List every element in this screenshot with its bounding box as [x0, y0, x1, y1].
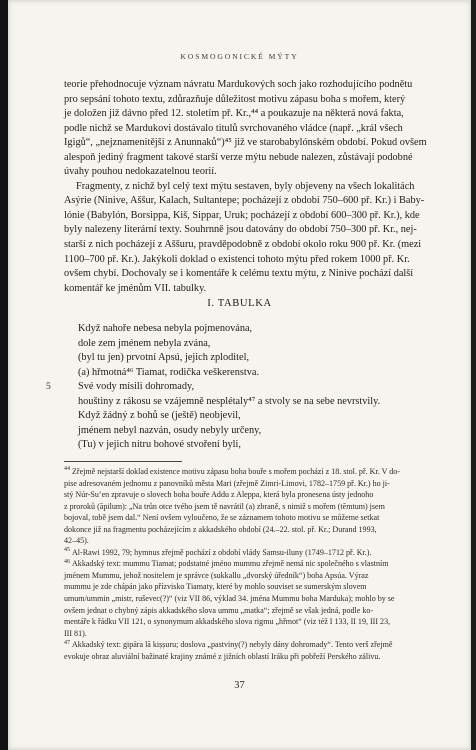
- text-line: alespoň jediný fragment takové starší verze mýtu nebude nalezen, zůstávají podobné: [64, 151, 413, 163]
- verse-text: dole zem jménem nebyla zvána,: [78, 337, 211, 349]
- verse-text: (Tu) v jejich nitru bohové stvoření byli,: [78, 439, 241, 451]
- verse-line: [78, 366, 438, 381]
- footnote-number: 46: [64, 558, 70, 565]
- section-heading: I. TABULKA: [207, 298, 272, 309]
- verse-line: [78, 351, 438, 366]
- text-line: je doložen již dávno před 12. stoletím př. Kr.,⁴⁴ a poukazuje na některá nová fakta,: [64, 108, 404, 120]
- footnote-line: pise adresovaném jednomu z panovníků města Mari (zřejmě Zimri-Limovi, 1782–1759 př. Kr.) ho ji-: [64, 478, 390, 488]
- footnote-line: III 81).: [64, 628, 87, 638]
- verse-text: houštiny z rákosu se vzájemně nesplétaly⁴⁷ a stvoly se na sebe nevrstvily.: [78, 395, 381, 407]
- verse-line: [78, 438, 438, 453]
- footnote-line: evokuje obraz aluviální bažinaté krajiny známé z jižních oblastí Iráku při pobřeží Perského zálivu.: [64, 651, 381, 661]
- text-line: Igigů“, „nejznamenitější z Anunnaků“)⁴⁵ již ve starobabylónském období. Pokud ovšem: [64, 137, 427, 149]
- footnotes: [64, 466, 438, 662]
- verse-text: Když žádný z bohů se (ještě) neobjevil,: [78, 410, 241, 422]
- running-header: KOSMOGONICKÉ MÝTY: [180, 52, 299, 61]
- footnote-line: $^{45}$ Al-Rawi 1992, 79; hymnus zřejmě pochází z období vlády Samsu-iluny (1749–1712 př. Kr.).: [64, 547, 372, 557]
- verse-text: Své vody mísili dohromady,: [78, 381, 195, 393]
- footnote-line: jménem Mummu, jehož nositelem je správce (sukkallu „dvorský úředník“) boha Apsúa. Výraz: [64, 570, 369, 580]
- text-line: byly nalezeny literární texty. Souhrnně jsou datovány do období 750–300 př. Kr., nej-: [64, 224, 417, 236]
- text-line: lónie (Babylón, Borsippa, Kiš, Sippar, Uruk; pocházejí z období 600–300 př. Kr.), kde: [64, 209, 420, 221]
- footnote-47: [64, 639, 438, 662]
- verse-text: Když nahoře nebesa nebyla pojmenována,: [78, 323, 253, 334]
- body-text: [64, 78, 436, 296]
- text-line: pro sepsání tohoto textu, zdůrazňuje důležitost motivu zápasu boha s mořem, který: [64, 93, 406, 105]
- text-line: 1100–700 př. Kr.). Jakýkoli doklad o existenci tohoto mýtu před rokem 1000 př. Kr.: [64, 253, 410, 265]
- scan-left-edge: [0, 0, 8, 750]
- footnote-44: [64, 466, 438, 547]
- footnote-line: 42–45).: [64, 536, 89, 546]
- text-line: starší z nich pocházejí z Aššuru, pravděpodobně z období okolo roku 900 př. Kr. (mezi: [64, 239, 422, 251]
- footnote-line: $^{47}$ Akkadský text: gipāra lā kiṣṣuru; doslova „pastviny(?) nebyly dány dohromady“. Tento verš zřejmě: [64, 639, 393, 650]
- footnote-46: [64, 558, 438, 639]
- text-line: teorie přehodnocuje význam návratu Mardukových soch jako rozhodujícího podnětu: [64, 79, 413, 90]
- verse-line: [78, 395, 438, 410]
- book-page: [8, 0, 471, 750]
- footnote-line: bojoval, tobě jsem dal.“ Není ovšem vyloučeno, že se záznamem tohoto motivu se můžeme setkat: [64, 513, 380, 523]
- verse-line: [46, 380, 438, 395]
- footnote-line: mentáře k řádku VII 121, o synonymum akkadského slova rigmu „hřmot“ (viz též I 133, II 19, III 23,: [64, 617, 391, 627]
- footnote-line: stý Núr-Su’en zpravuje o slovech boha bouře Addu z Aleppa, která byla pronesena ústy jednoho: [64, 490, 374, 500]
- text-line: Fragmenty, z nichž byl celý text mýtu sestaven, byly objeveny na všech lokalitách: [76, 180, 415, 192]
- verse-text: (a) hřmotná⁴⁶ Tiamat, rodička veškerenstva.: [78, 366, 260, 378]
- footnote-number: 45: [64, 547, 70, 554]
- paragraph-2: [64, 180, 436, 296]
- verse-line: [78, 409, 438, 424]
- footnote-separator: [64, 461, 182, 462]
- page-number: 37: [234, 680, 245, 691]
- footnote-line: umum/ummin „mistr, ruševec(?)“ (viz VII 86, výklad 34. jména Mummu boha Marduka); mohlo by se: [64, 594, 395, 604]
- text-line: úvahy pouhou nedokazatelnou teorií.: [64, 166, 217, 178]
- footnote-line: mummu je zde chápán jako přízvisko Tiamaty, které by mohlo souviset se sumerským slovem: [64, 582, 367, 592]
- verse-number: 5: [46, 381, 51, 393]
- verse-line: [78, 424, 438, 439]
- footnote-line: z proroků (āpilum): „Na trůn otce tvého jsem tě navrátil (a) zbraně, s nimiž s mořem (tēmtum) jsem: [64, 501, 385, 511]
- footnote-line: $^{44}$ Zřejmě nejstarší doklad existence motivu zápasu boha bouře s mořem pochází z 18. stol. př. Kr. V do-: [64, 466, 400, 476]
- verse-block: [46, 322, 438, 453]
- verse-text: jménem nebyl nazván, osudy nebyly určeny,: [78, 424, 262, 436]
- text-line: podle nichž se Mardukovi dostávalo titulů svrchovaného vládce (např. „král všech: [64, 122, 403, 134]
- verse-line: [78, 322, 438, 337]
- footnote-line: $^{46}$ Akkadský text: mummu Tiamat; podstatné jméno mummu zřejmě nemá nic společného s vlastním: [64, 558, 389, 569]
- footnote-45: [64, 547, 438, 559]
- footnote-line: dokonce již na fragmentu pocházejícím z akkadského období (24.–22. stol. př. Kr.; Durand 1993,: [64, 524, 377, 534]
- footnote-number: 44: [64, 466, 70, 473]
- footnote-number: 47: [64, 639, 70, 646]
- text-line: ovšem chybí. Dochovaly se i komentáře k celému textu mýtu, z Ninive pochází další: [64, 268, 414, 280]
- verse-text: (byl tu jen) prvotní Apsú, jejich zploditel,: [78, 352, 250, 364]
- paragraph-1: [64, 78, 436, 180]
- text-line: komentář ke jménům VII. tabulky.: [64, 282, 207, 294]
- footnote-line: ovšem jednat o chybný zápis akkadského slova ummu „matka“; zřejmě se však jedná, podle ko-: [64, 605, 374, 615]
- text-line: Asýrie (Ninive, Aššur, Kalach, Sultantepe; pocházejí z období 750–600 př. Kr.) i Baby-: [64, 195, 425, 207]
- verse-line: [78, 337, 438, 352]
